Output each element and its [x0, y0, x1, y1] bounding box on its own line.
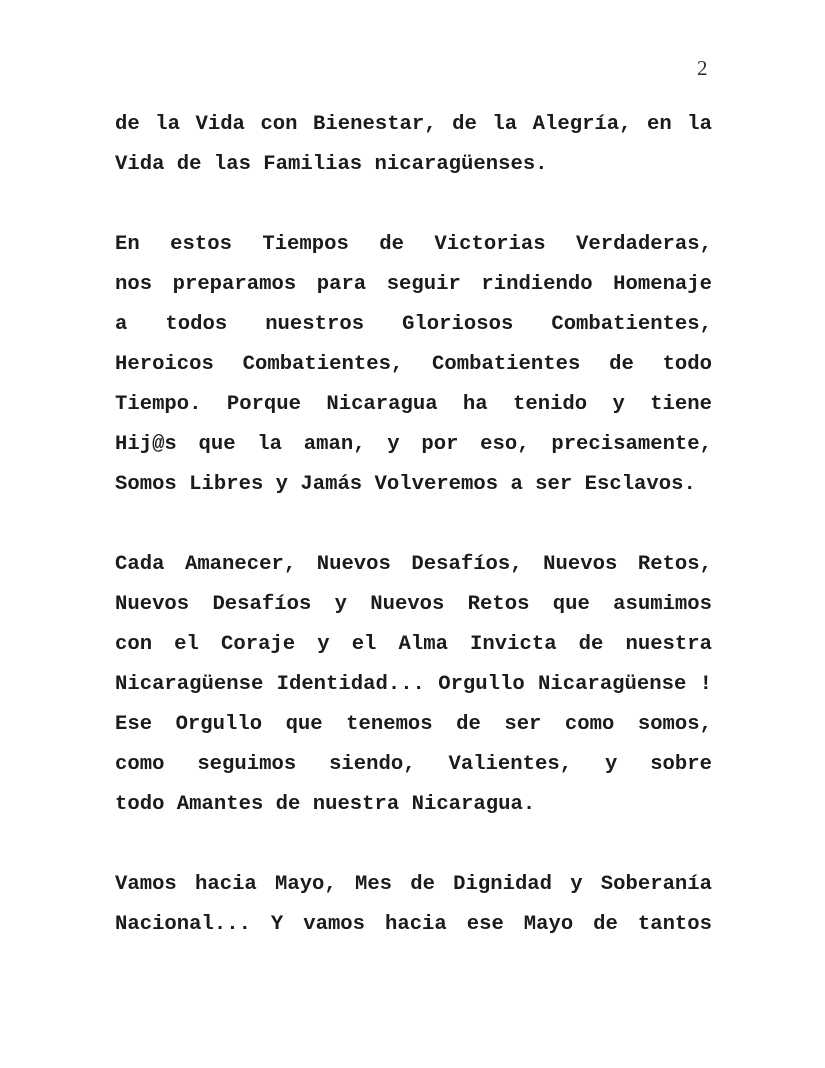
- text-line: Tiempo. Porque Nicaragua ha tenido y tiene: [115, 393, 712, 416]
- text-line: Vamos hacia Mayo, Mes de Dignidad y Soberanía: [115, 873, 712, 896]
- text-line: Nuevos Desafíos y Nuevos Retos que asumimos: [115, 593, 712, 616]
- text-line: Nicaragüense Identidad... Orgullo Nicaragüense !: [115, 673, 712, 696]
- document-body: [115, 105, 712, 945]
- text-line: Somos Libres y Jamás Volveremos a ser Esclavos.: [115, 473, 696, 496]
- text-line: Heroicos Combatientes, Combatientes de todo: [115, 353, 712, 376]
- text-line: Vida de las Familias nicaragüenses.: [115, 153, 548, 176]
- page-number: 2: [697, 56, 708, 80]
- text-line: En estos Tiempos de Victorias Verdaderas,: [115, 233, 712, 256]
- paragraph: [115, 545, 712, 825]
- paragraph: [115, 105, 712, 185]
- paragraph: [115, 225, 712, 505]
- text-line: con el Coraje y el Alma Invicta de nuestra: [115, 633, 712, 656]
- text-line: a todos nuestros Gloriosos Combatientes,: [115, 313, 712, 336]
- text-line: Nacional... Y vamos hacia ese Mayo de tantos: [115, 913, 712, 936]
- text-line: como seguimos siendo, Valientes, y sobre: [115, 753, 712, 776]
- text-line: Hij@s que la aman, y por eso, precisamente,: [115, 433, 712, 456]
- text-line: Ese Orgullo que tenemos de ser como somos,: [115, 713, 712, 736]
- text-line: todo Amantes de nuestra Nicaragua.: [115, 793, 536, 816]
- text-line: de la Vida con Bienestar, de la Alegría, en la: [115, 113, 712, 136]
- paragraph: [115, 865, 712, 945]
- text-line: nos preparamos para seguir rindiendo Homenaje: [115, 273, 712, 296]
- text-line: Cada Amanecer, Nuevos Desafíos, Nuevos Retos,: [115, 553, 712, 576]
